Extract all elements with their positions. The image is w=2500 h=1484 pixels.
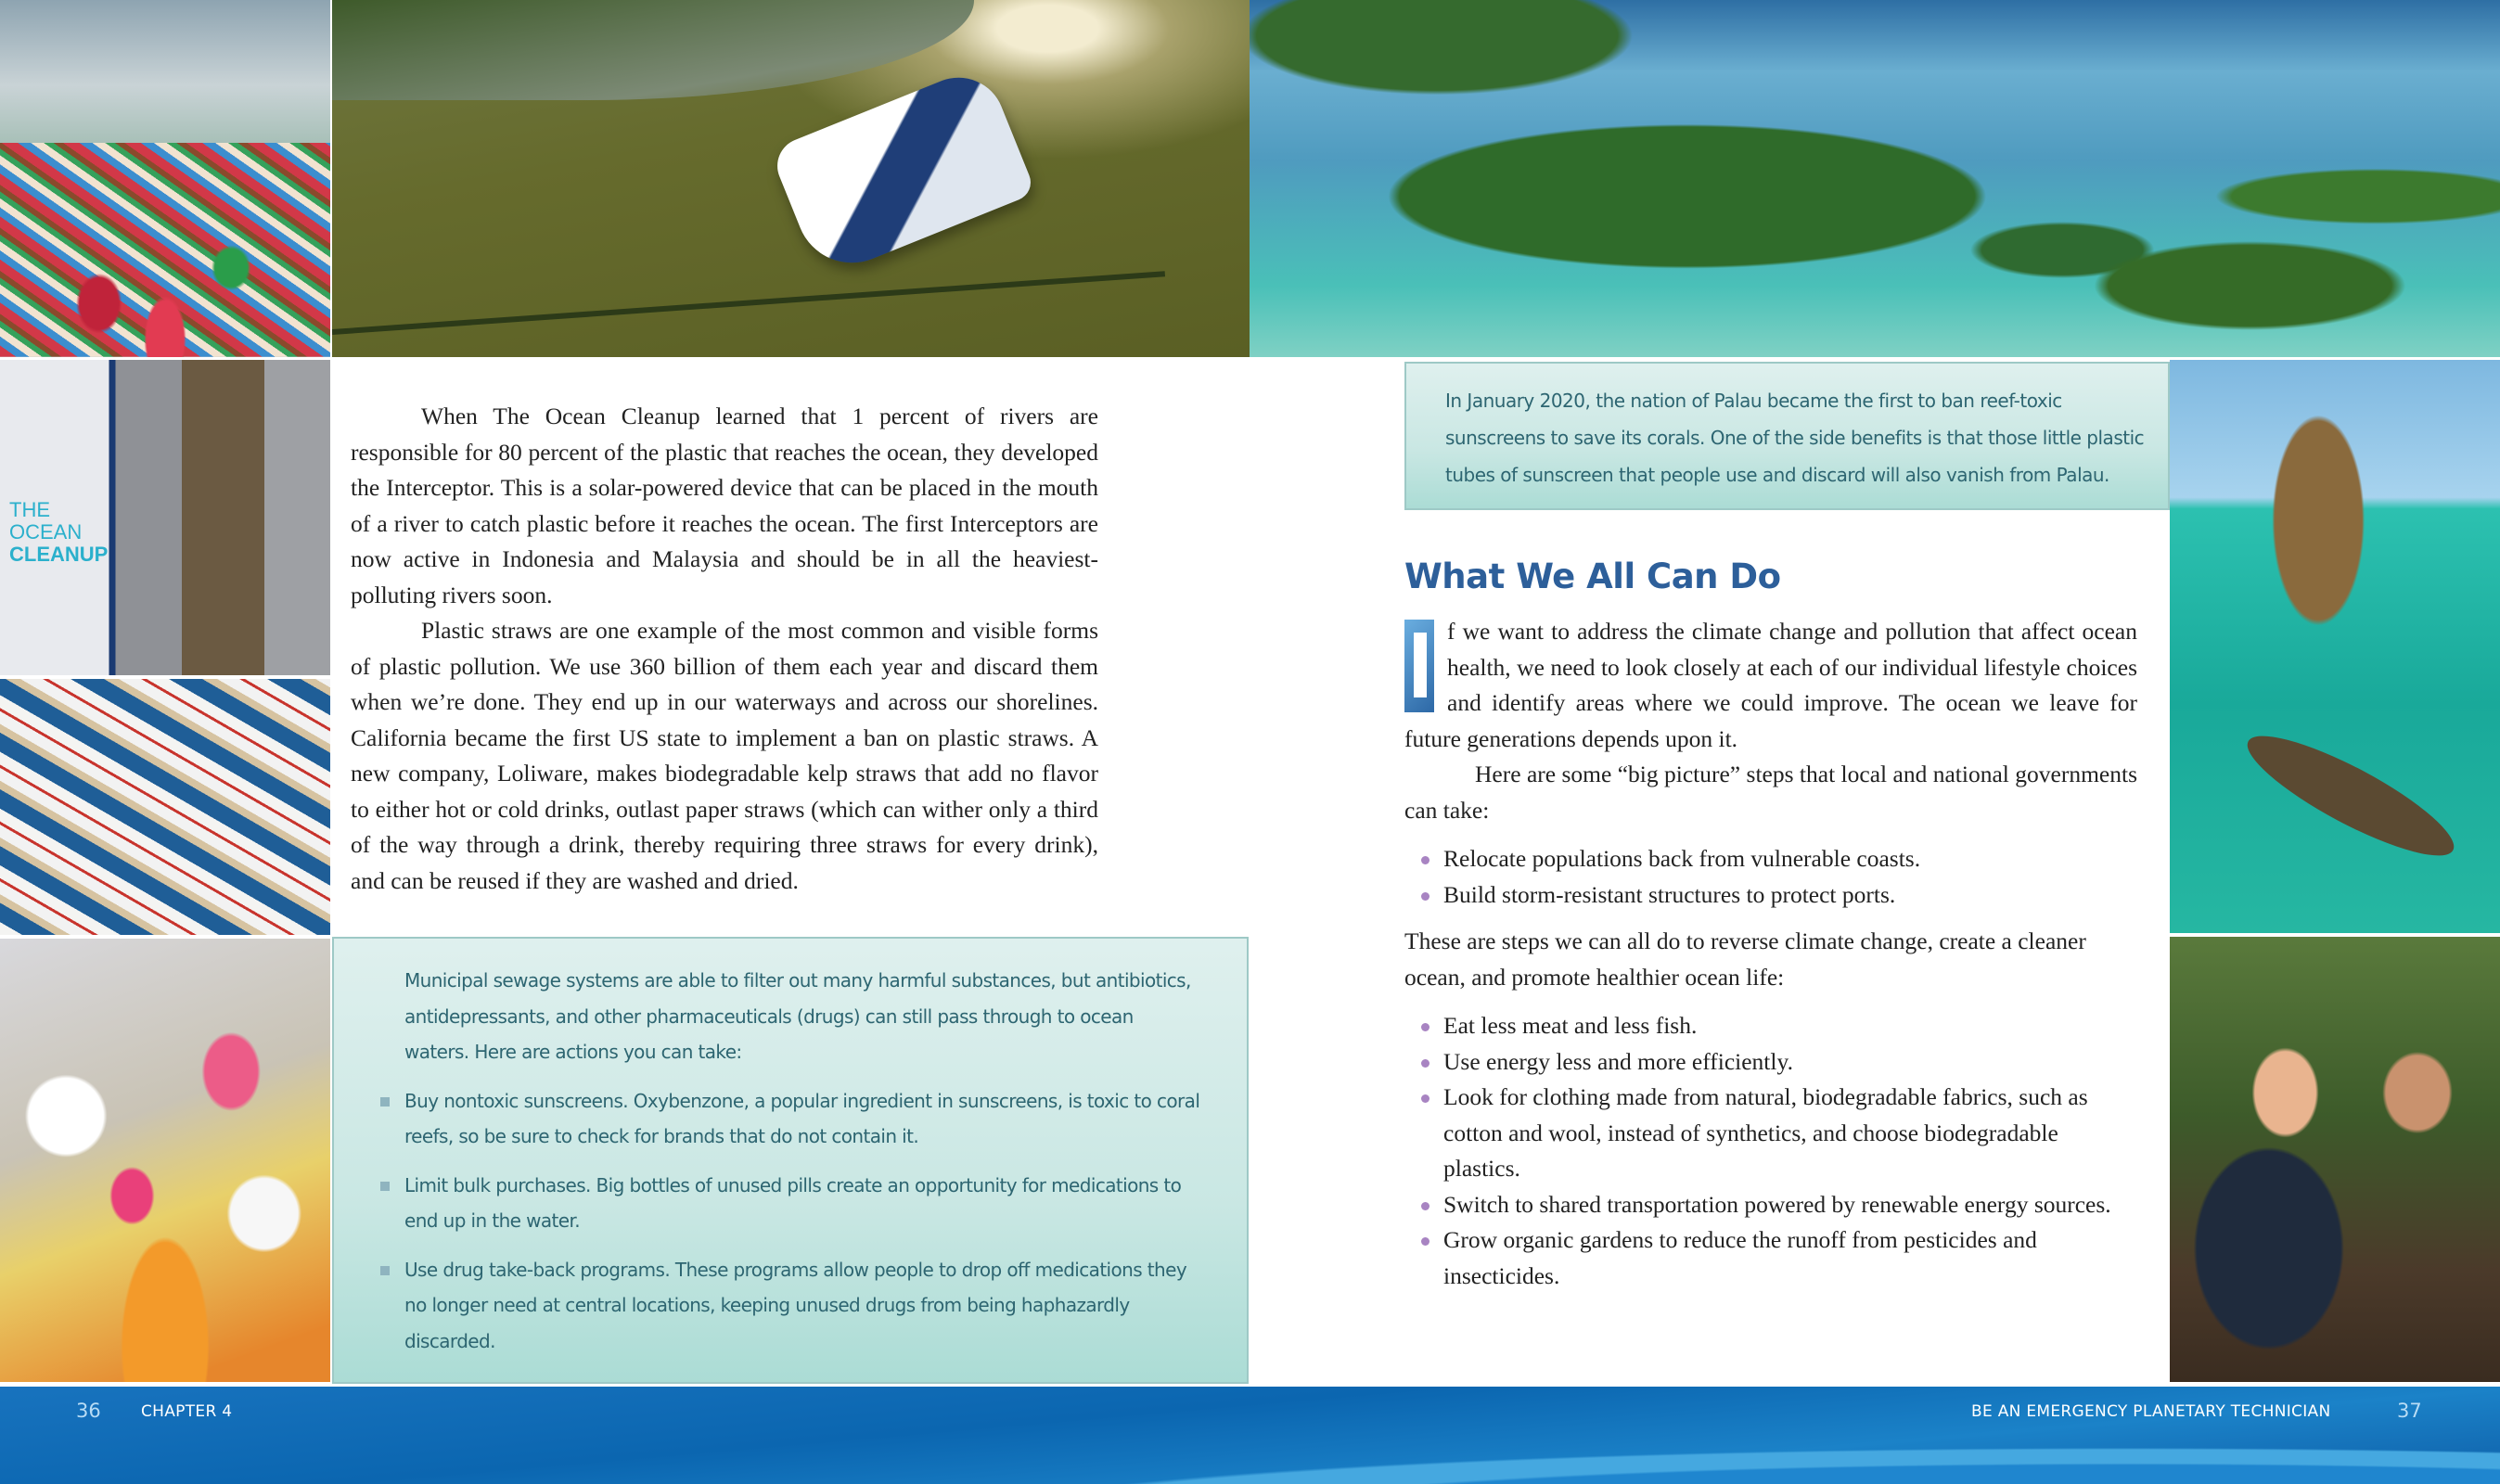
list-item-text: Grow organic gardens to reduce the runoff from pesticides and insecticides. [1443,1226,2037,1289]
square-bullet-icon [380,1182,390,1191]
government-steps-list [1404,841,2137,913]
list-item [1443,1080,2137,1187]
paragraph-straws: Plastic straws are one example of the most common and visible forms of plastic pollution. We use 360 billion of them each year and discard them when we’re done. They end up in our waterways and across our shorelines. California became the first US state to implement a ban on plastic straws. A new company, Loliware, makes biodegradable kelp straws that add no flavor to either hot or cold drinks, outlast paper straws (which can wither only a third of the way through a drink, thereby requiring three straws for every drink), and can be reused if they are washed and dried. [351,617,1098,894]
drop-cap [1404,620,1434,712]
paragraph-interceptor: When The Ocean Cleanup learned that 1 percent of rivers are responsible for 80 percent of the plastic that reaches the ocean, they developed the Interceptor. This is a solar-powered device that can be placed in the mouth of a river to catch plastic before it reaches the ocean. The first Interceptors are now active in Indonesia and Malaysia and should be in all the heaviest-polluting rivers soon. [351,403,1098,608]
logo-line-2: CLEANUP [9,543,109,566]
bullet-dot-icon [1421,1202,1429,1210]
personal-steps-intro: These are steps we can all do to reverse climate change, create a cleaner ocean, and promote healthier ocean life: [1404,928,2086,991]
running-head-right: BE AN EMERGENCY PLANETARY TECHNICIAN [1971,1402,2331,1421]
bullet-dot-icon [1421,856,1429,864]
page-footer [0,1387,2500,1484]
logo-line-1: THE OCEAN [9,498,83,544]
list-item-text: Eat less meat and less fish. [1443,1012,1698,1039]
page-number-right: 37 [2397,1400,2422,1422]
personal-steps-list [1404,1008,2137,1294]
pharmaceutical-pills-photo [0,939,330,1382]
sidebar-list-item [404,1083,1202,1155]
sidebar-action-list [404,1083,1202,1360]
children-canoe-stilt-house-photo [2170,360,2500,933]
list-item [1443,1008,2137,1044]
list-item-text: Use energy less and more efficiently. [1443,1047,1793,1075]
intro-paragraph-text: f we want to address the climate change and pollution that affect ocean health, we need to look closely at each of our individual lifestyle choices and identify areas where we could improve. The ocean we leave for future generations depends upon it. [1404,618,2137,752]
list-item [1443,1044,2137,1081]
palau-sidebar-text: In January 2020, the nation of Palau became the first to ban reef-toxic sunscreens to save its corals. One of the side benefits is that those little plastic tubes of sunscreen that people use and discard will also vanish from Palau. [1445,390,2145,486]
square-bullet-icon [380,1266,390,1275]
floating-barrier [332,271,1165,335]
pharmaceuticals-sidebar [332,937,1249,1384]
ocean-cleanup-interceptor-photo [0,360,330,675]
list-item-text: Switch to shared transportation powered by renewable energy sources. [1443,1190,2111,1218]
plastic-trash-river-photo [0,0,330,357]
sidebar-list-item [404,1168,1202,1239]
left-page-body [351,399,1098,899]
photo-sky [0,0,330,143]
canoe [2236,717,2467,875]
list-item [1443,841,2137,877]
interceptor-river-photo [332,0,1250,357]
river-bank [332,0,974,100]
list-item-text: Relocate populations back from vulnerable coasts. [1443,845,1921,872]
plastic-straws-photo [0,679,330,935]
running-head-left: CHAPTER 4 [141,1402,233,1421]
section-heading: What We All Can Do [1404,556,1781,596]
palau-aerial-photo [1250,0,2500,357]
bullet-dot-icon [1421,892,1429,901]
bullet-dot-icon [1421,1023,1429,1031]
interceptor-vessel [769,64,1036,280]
list-item [1443,1222,2137,1294]
bullet-dot-icon [1421,1094,1429,1103]
sidebar-list-item [404,1252,1202,1360]
sidebar-item-text: Limit bulk purchases. Big bottles of unused pills create an opportunity for medications to end up in the water. [404,1173,1182,1232]
drop-cap-letter [1414,633,1427,697]
list-item [1443,877,2137,914]
list-item-text: Build storm-resistant structures to protect ports. [1443,880,1896,908]
government-steps-intro: Here are some “big picture” steps that local and national governments can take: [1404,761,2137,824]
square-bullet-icon [380,1097,390,1107]
ocean-cleanup-logo [9,498,109,566]
palau-sidebar [1404,362,2170,510]
sidebar-item-text: Use drug take-back programs. These programs allow people to drop off medications they no longer need at central locations, keeping unused drugs from being haphazardly discarded. [404,1258,1187,1352]
sidebar-item-text: Buy nontoxic sunscreens. Oxybenzone, a popular ingredient in sunscreens, is toxic to coral reefs, so be sure to check for brands that do not contain it. [404,1089,1200,1147]
right-page-body [1404,614,2137,1305]
page-number-left: 36 [76,1400,101,1422]
sidebar-intro: Municipal sewage systems are able to filter out many harmful substances, but antibiotics, antidepressants, and other pharmaceuticals (drugs) can still pass through to ocean waters. Here are actions you can take: [404,969,1191,1063]
list-item [1443,1187,2137,1223]
girls-gardening-photo [2170,937,2500,1382]
intro-paragraph [1404,614,2137,757]
bullet-dot-icon [1421,1237,1429,1246]
bullet-dot-icon [1421,1059,1429,1068]
list-item-text: Look for clothing made from natural, biodegradable fabrics, such as cotton and wool, instead of synthetics, and choose biodegradable plastics. [1443,1083,2088,1182]
